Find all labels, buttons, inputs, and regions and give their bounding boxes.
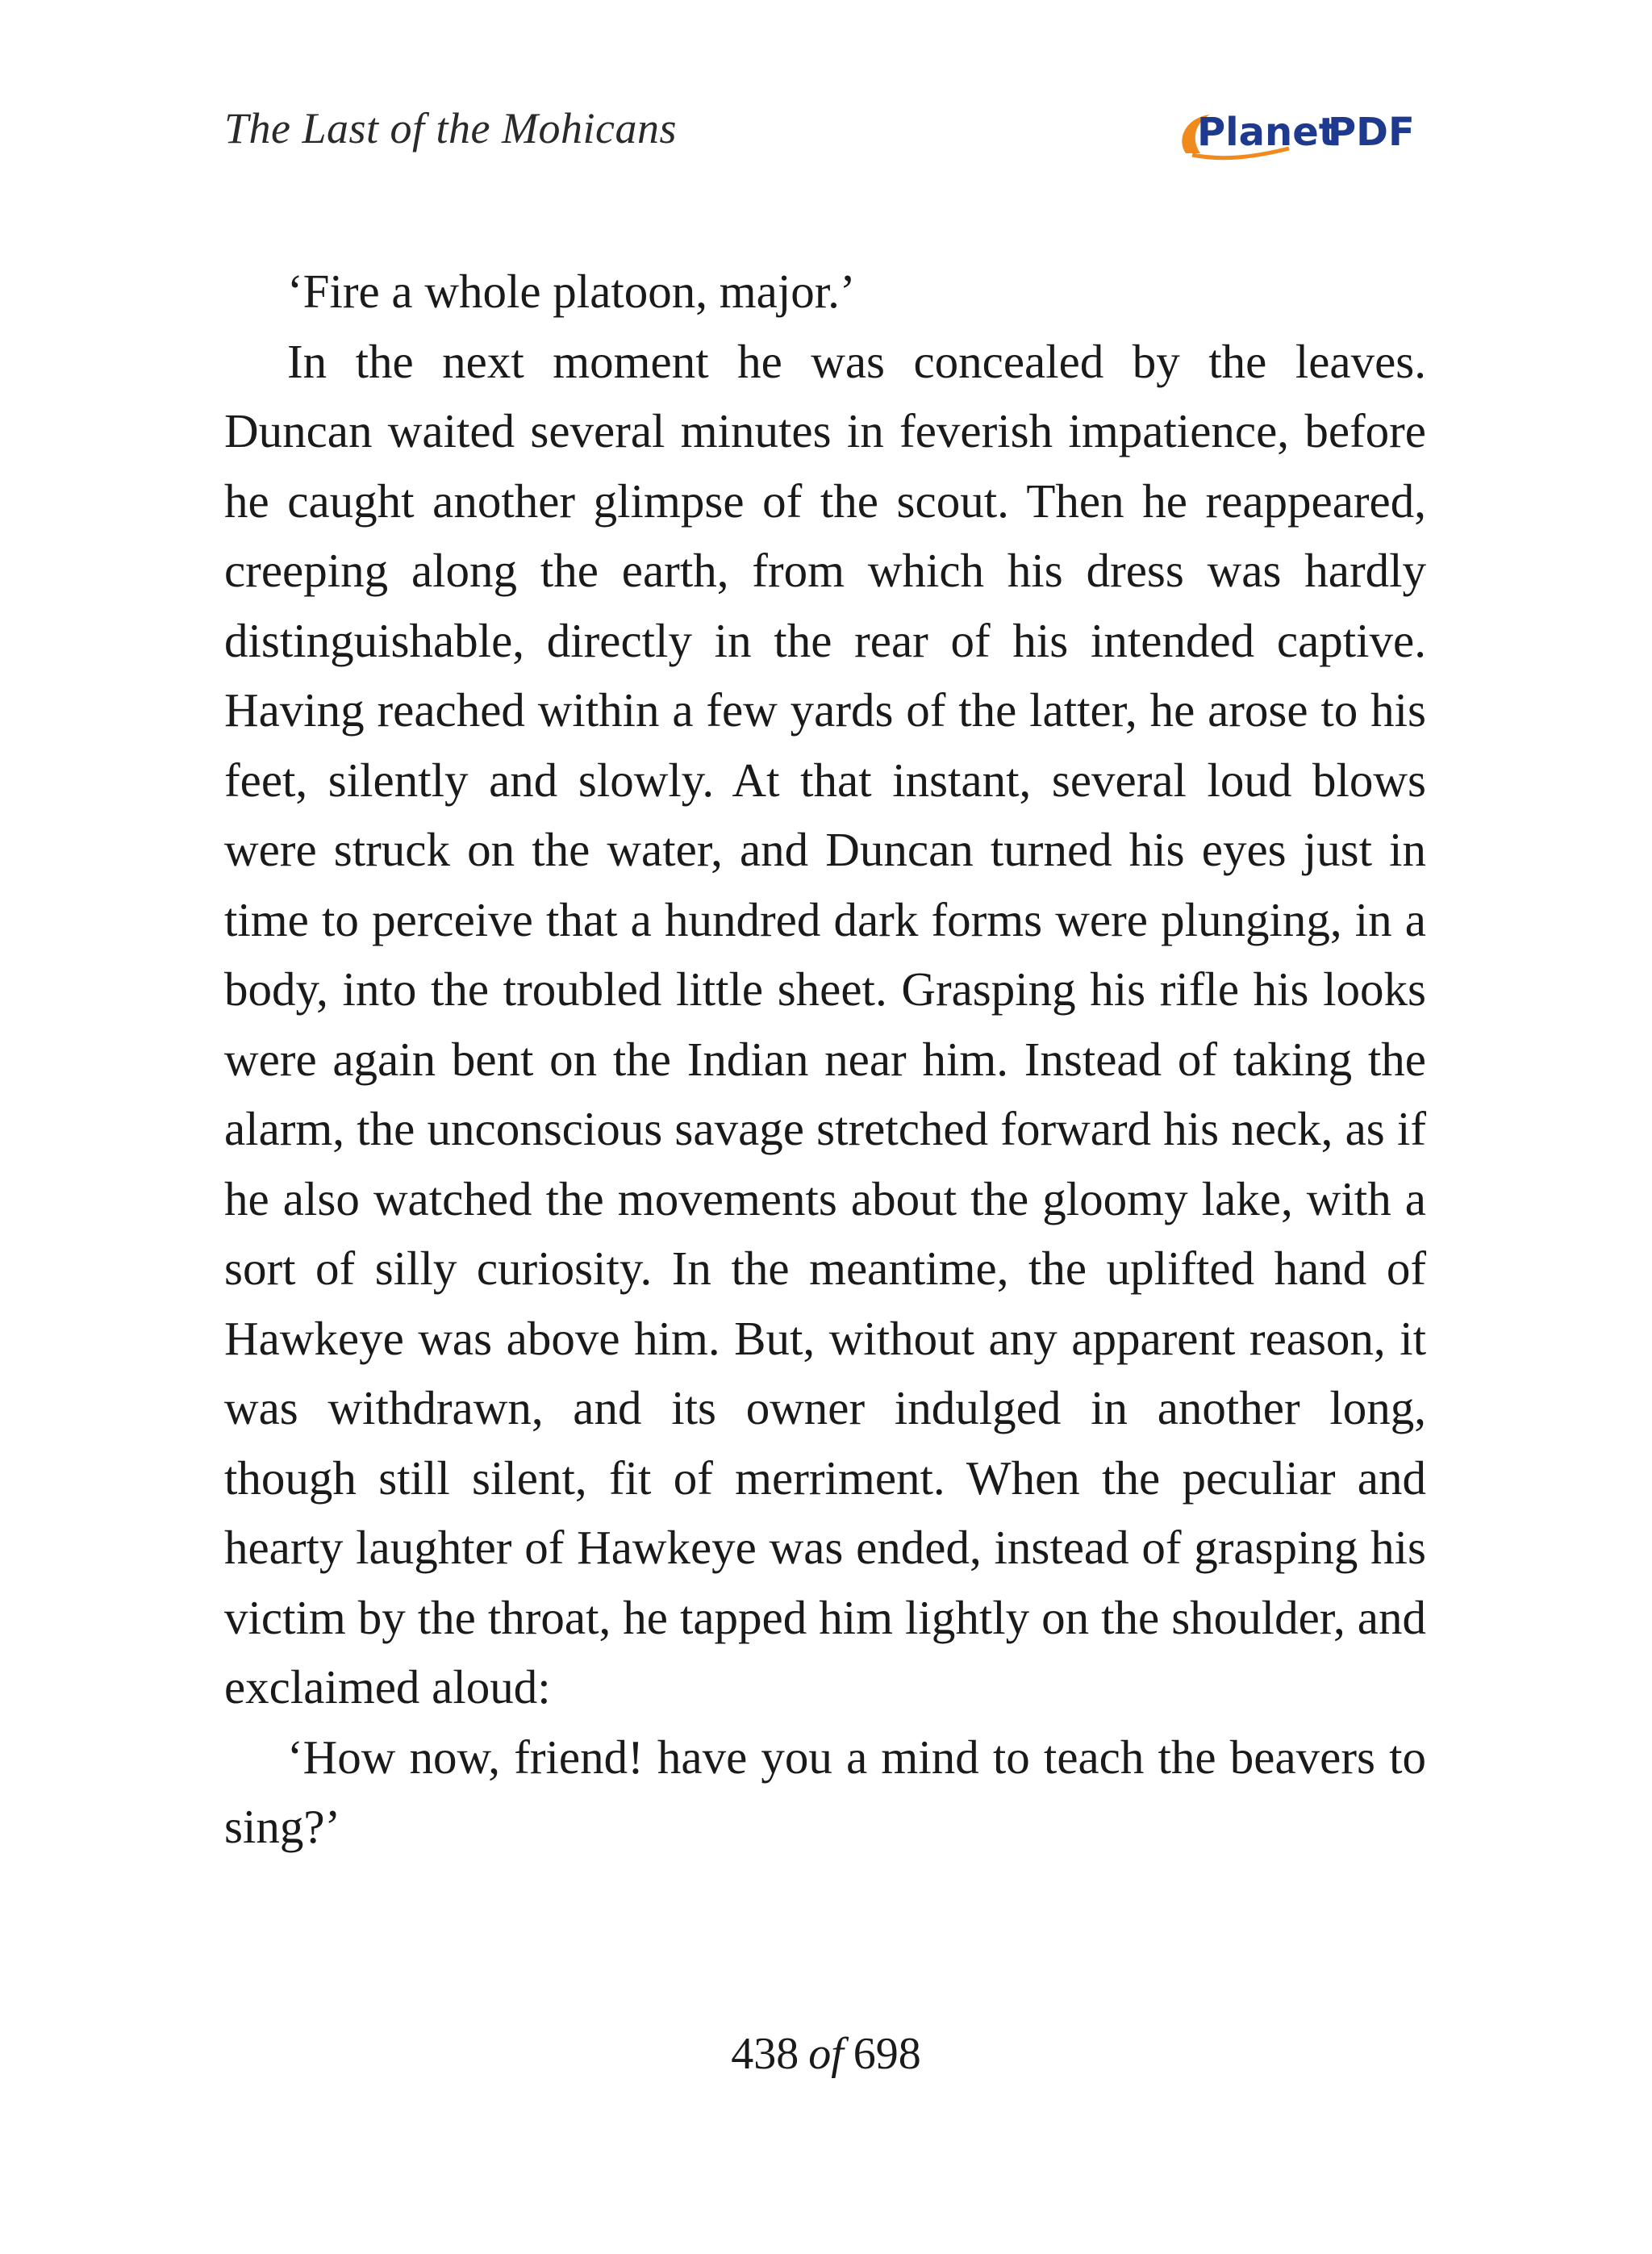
total-pages: 698 <box>853 2029 921 2079</box>
paragraph: In the next moment he was concealed by the leaves. Duncan waited several minutes in feverish impatience, before he caught another glimpse of the scout. Then he reappeared, creeping along the earth, from which his dress was hardly distinguishable, directly in the rear of his intended captive. Having reached within a few yards of the latter, he arose to his feet, silently and slowly. At that instant, several loud blows were struck on the water, and Duncan turned his eyes just in time to perceive that a hundred dark forms were plunging, in a body, into the troubled little sheet. Grasping his rifle his looks were again bent on the Indian near him. Instead of taking the alarm, the unconscious savage stretched forward his neck, as if he also watched the movements about the gloomy lake, with a sort of silly curiosity. In the meantime, the uplifted hand of Hawkeye was above him. But, without any apparent reason, it was withdrawn, and its owner indulged in another long, though still silent, fit of merriment. When the peculiar and hearty laughter of Hawkeye was ended, instead of grasping his victim by the throat, he tapped him lightly on the shoulder, and exclaimed aloud: <box>224 334 1426 1713</box>
logo-text-pdf: PDF <box>1328 110 1415 155</box>
paragraph: ‘Fire a whole platoon, major.’ <box>287 265 856 318</box>
body-text <box>224 257 1426 1862</box>
paragraph: ‘How now, friend! have you a mind to teach the beavers to sing?’ <box>224 1730 1426 1853</box>
planet-pdf-logo <box>1168 103 1434 166</box>
page-of-word: of <box>808 2029 844 2079</box>
page-number <box>0 2028 1652 2080</box>
current-page: 438 <box>731 2029 799 2079</box>
running-title: The Last of the Mohicans <box>224 104 677 152</box>
logo-text-planet: Planet <box>1197 110 1337 155</box>
